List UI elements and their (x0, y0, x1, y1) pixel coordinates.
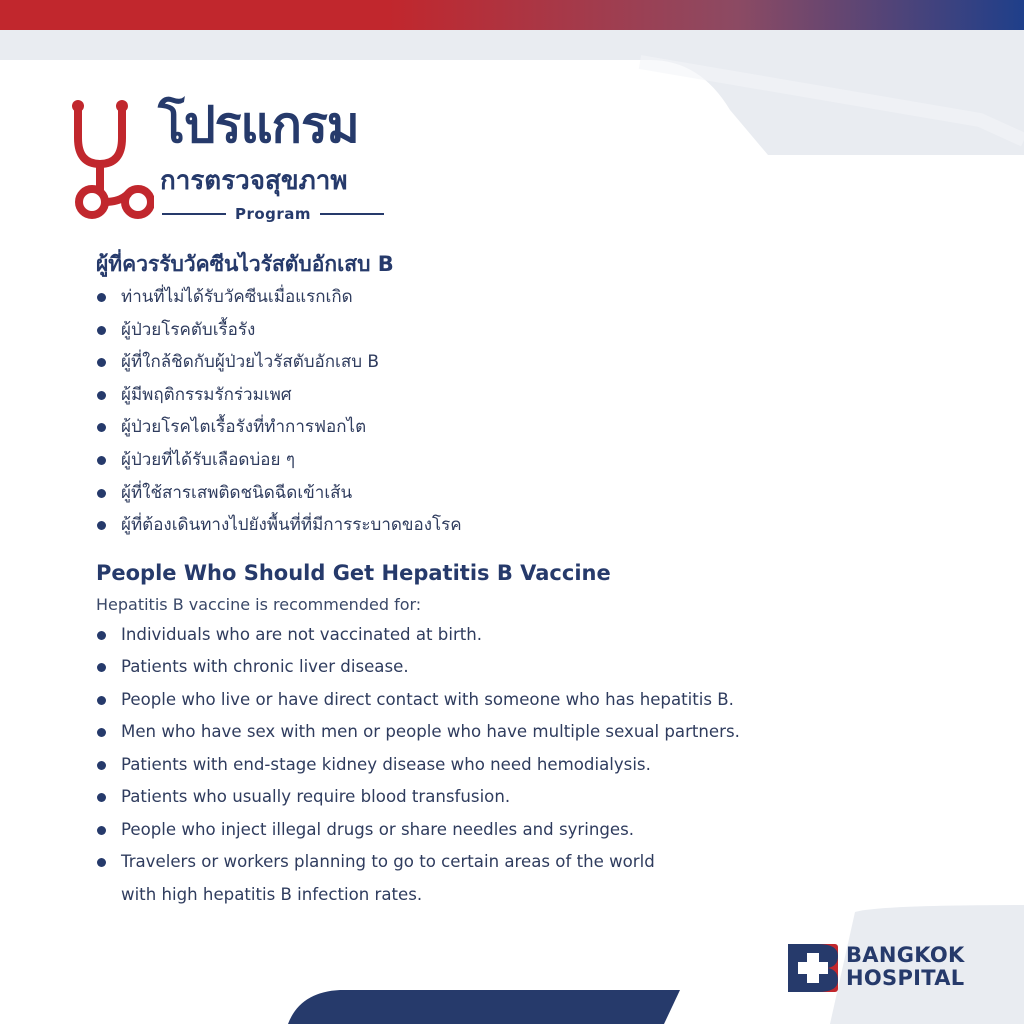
brand-name-line2: HOSPITAL (846, 966, 965, 990)
bullet-icon (97, 358, 106, 367)
divider (320, 213, 384, 215)
bullet-icon (97, 489, 106, 498)
list-item (96, 411, 956, 444)
list-item-text: People who live or have direct contact with someone who has hepatitis B. (121, 689, 734, 709)
list-item-text: ผู้ที่ต้องเดินทางไปยังพื้นที่ที่มีการระบาดของโรค (121, 515, 462, 536)
english-list (96, 619, 956, 912)
bullet-icon (97, 663, 106, 672)
list-item-text: ท่านที่ไม่ได้รับวัคซีนเมื่อแรกเกิด (121, 287, 353, 307)
english-intro: Hepatitis B vaccine is recommended for: (96, 594, 422, 614)
list-item (96, 379, 956, 412)
bullet-icon (97, 793, 106, 802)
bullet-icon (97, 696, 106, 705)
thai-list (96, 281, 956, 542)
list-item-text: Patients with chronic liver disease. (121, 657, 409, 677)
list-item-text-continued: with high hepatitis B infection rates. (121, 884, 423, 904)
list-item (96, 814, 956, 847)
english-heading: People Who Should Get Hepatitis B Vaccine (96, 560, 611, 585)
list-item (96, 781, 956, 814)
bullet-icon (97, 391, 106, 400)
bullet-icon (97, 293, 106, 302)
bullet-icon (97, 326, 106, 335)
bullet-icon (97, 631, 106, 640)
list-item (96, 684, 956, 717)
list-item-text: Patients with end-stage kidney disease who need hemodialysis. (121, 754, 651, 774)
program-word: Program (234, 205, 312, 223)
list-item-text: ผู้ป่วยโรคตับเรื้อรัง (121, 319, 256, 340)
list-item-text: Individuals who are not vaccinated at birth. (121, 624, 483, 644)
bullet-icon (97, 521, 106, 530)
stethoscope-icon (70, 98, 154, 220)
list-item (96, 444, 956, 477)
list-item-text: Travelers or workers planning to go to certain areas of the world (121, 852, 655, 872)
list-item (96, 749, 956, 782)
bullet-icon (97, 761, 106, 770)
main-content (96, 247, 956, 911)
list-item (96, 651, 956, 684)
list-item-text: Men who have sex with men or people who have multiple sexual partners. (121, 722, 740, 742)
list-item (96, 281, 956, 314)
list-item (96, 716, 956, 749)
thai-heading: ผู้ที่ควรรับวัคซีนไวรัสตับอักเสบ B (96, 252, 394, 276)
list-item-text: ผู้ป่วยโรคไตเรื้อรังที่ทำการฟอกไต (121, 417, 367, 438)
list-item-text: People who inject illegal drugs or share needles and syringes. (121, 819, 635, 839)
brand-name (846, 944, 965, 990)
list-item-text: ผู้ป่วยที่ได้รับเลือดบ่อย ๆ (121, 449, 295, 470)
bangkok-hospital-logo-icon (788, 944, 838, 992)
divider (162, 213, 226, 215)
list-item (96, 846, 956, 911)
list-item (96, 346, 956, 379)
bullet-icon (97, 456, 106, 465)
bangkok-hospital-logo (788, 944, 988, 994)
list-item-text: ผู้ที่ใกล้ชิดกับผู้ป่วยไวรัสตับอักเสบ B (121, 352, 380, 373)
program-subtitle: การตรวจสุขภาพ (160, 166, 348, 196)
list-item (96, 619, 956, 652)
list-item (96, 477, 956, 510)
bullet-icon (97, 858, 106, 867)
list-item (96, 314, 956, 347)
list-item-text: ผู้ที่ใช้สารเสพติดชนิดฉีดเข้าเส้น (121, 482, 353, 503)
list-item-text: Patients who usually require blood transfusion. (121, 787, 511, 807)
list-item-text: ผู้มีพฤติกรรมรักร่วมเพศ (121, 384, 292, 405)
program-title: โปรแกรม (158, 96, 359, 154)
bullet-icon (97, 423, 106, 432)
bullet-icon (97, 728, 106, 737)
program-label (162, 203, 384, 225)
list-item (96, 509, 956, 542)
brand-name-line1: BANGKOK (846, 943, 965, 967)
bullet-icon (97, 826, 106, 835)
